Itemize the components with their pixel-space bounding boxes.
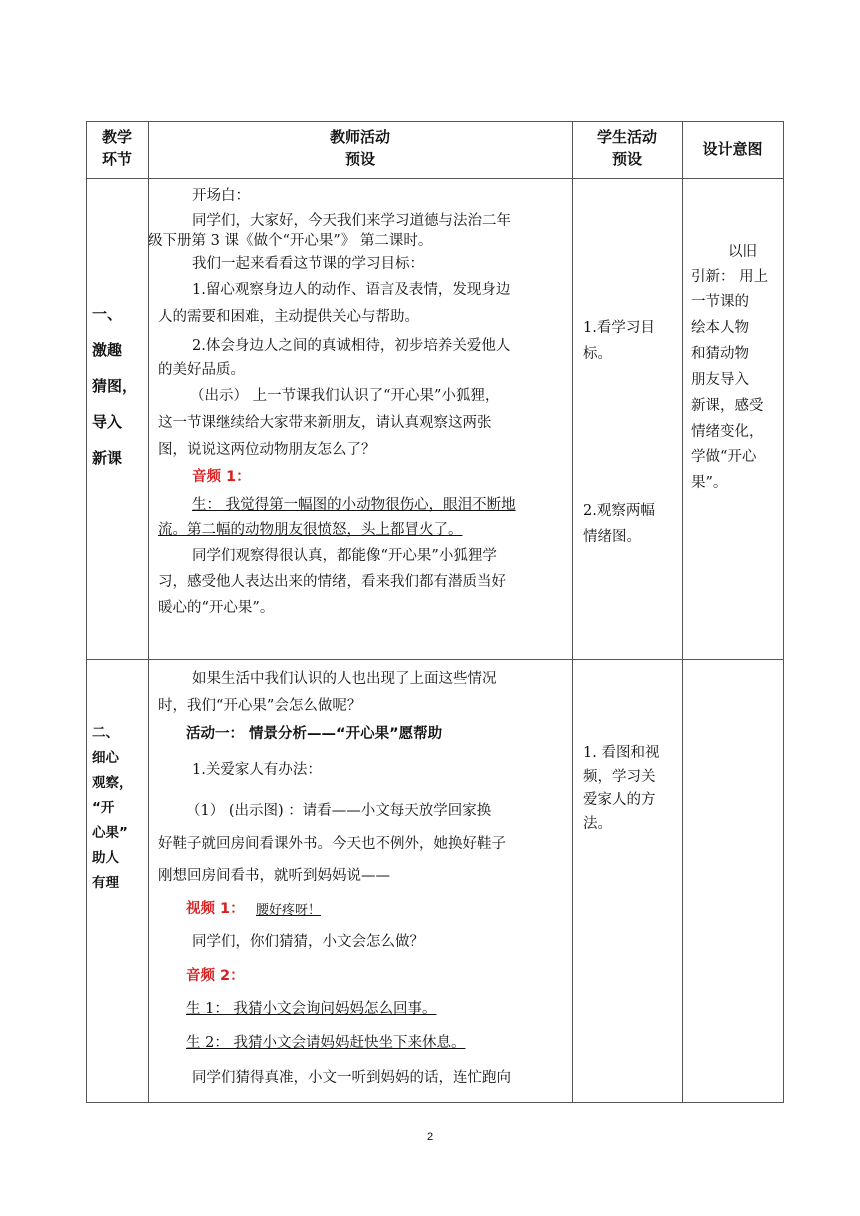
table-border-bottom: [86, 1102, 784, 1103]
stage-label-2: 二、 细心 观察， “开 心果” 助人 有理: [92, 725, 133, 891]
text-line: 级下册第 3 课《做个“开心果”》 第二课时。: [148, 233, 433, 249]
text-line: 同学们观察得很认真，都能像“开心果”小狐狸学: [192, 548, 497, 564]
text-line: 2.观察两幅: [583, 503, 655, 519]
text-line: 一节课的: [691, 294, 749, 310]
student-answer-text: 生 2： 我猜小文会请妈妈赶快坐下来休息。: [186, 1035, 466, 1051]
column-divider: [148, 121, 149, 1103]
audio-label-2: 音频 2：: [186, 968, 245, 984]
text-line: 学做“开心: [691, 449, 757, 465]
text-line: 同学们，你们猜猜，小文会怎么做？: [192, 934, 424, 950]
table-border-left: [86, 121, 87, 1103]
column-divider: [682, 121, 683, 1103]
text-line: 法。: [583, 816, 612, 832]
page-number: 2: [426, 1131, 434, 1143]
text-line: 绘本人物: [691, 320, 749, 336]
header-stage: 教学 环节: [101, 128, 132, 168]
text-line: 新课，感受: [691, 398, 764, 414]
video-label-1: 视频 1：: [186, 901, 245, 917]
lesson-table: [86, 121, 784, 1103]
text-line: 朋友导入: [691, 372, 749, 388]
text-line: 开场白：: [192, 188, 250, 204]
text-line: 习，感受他人表达出来的情绪，看来我们都有潜质当好: [158, 574, 506, 590]
text-line: 同学们，大家好，今天我们来学习道德与法治二年: [192, 213, 511, 229]
text-line: 的美好品质。: [158, 362, 245, 378]
row-divider: [86, 178, 784, 179]
activity-title: 活动一： 情景分析——“开心果”愿帮助: [186, 726, 443, 742]
video-quote: 腰好疼呀！: [256, 903, 322, 918]
text-line: 1.关爱家人有办法：: [192, 762, 322, 778]
text-line: 和猜动物: [691, 346, 749, 362]
text-line: 1. 看图和视: [583, 745, 660, 761]
text-line: 频，学习关: [583, 769, 656, 785]
text-line: 爱家人的方: [583, 792, 656, 808]
text-line: （1） (出示图) ：请看——小文每天放学回家换: [186, 803, 492, 819]
column-divider: [572, 121, 573, 1103]
text-line: 2.体会身边人之间的真诚相待，初步培养关爱他人: [192, 338, 511, 354]
table-border-top: [86, 121, 784, 122]
row-divider: [86, 659, 784, 660]
header-design-intent: 设计意图: [702, 140, 763, 158]
table-border-right: [783, 121, 784, 1103]
text-line: 标。: [583, 346, 612, 362]
text-line: 同学们猜得真准，小文一听到妈妈的话，连忙跑向: [192, 1070, 511, 1086]
student-answer-text: 流。第二幅的动物朋友很愤怒，头上都冒火了。: [158, 522, 463, 538]
text-line: （出示） 上一节课我们认识了“开心果”小狐狸，: [190, 388, 500, 404]
stage-label-1: 一、 激趣 猜图， 导入 新课: [92, 305, 138, 467]
text-line: 这一节课继续给大家带来新朋友，请认真观察这两张: [158, 415, 492, 431]
text-line: 时，我们“开心果”会怎么做呢？: [158, 698, 362, 714]
text-line: 情绪变化，: [691, 424, 764, 440]
header-student-activity: 学生活动 预设: [596, 128, 657, 168]
text-line: 1.看学习目: [583, 320, 655, 336]
student-answer-text: 生 1： 我猜小文会询问妈妈怎么回事。: [186, 1001, 437, 1017]
text-line: 以旧: [728, 244, 757, 260]
text-line: 人的需要和困难，主动提供关心与帮助。: [158, 309, 419, 325]
text-line: 1.留心观察身边人的动作、语言及表情，发现身边: [192, 282, 511, 298]
text-line: 如果生活中我们认识的人也出现了上面这些情况: [192, 671, 497, 687]
text-line: 引新： 用上: [691, 269, 769, 285]
student-answer-text: 生： 我觉得第一幅图的小动物很伤心，眼泪不断地: [192, 497, 516, 513]
text-line: 情绪图。: [583, 529, 641, 545]
audio-label-1: 音频 1：: [192, 469, 251, 485]
text-line: 图，说说这两位动物朋友怎么了？: [158, 442, 376, 458]
text-line: 我们一起来看看这节课的学习目标：: [192, 256, 424, 272]
text-line: 暖心的“开心果”。: [158, 600, 275, 616]
text-line: 刚想回房间看书，就听到妈妈说——: [158, 868, 390, 884]
text-line: 好鞋子就回房间看课外书。今天也不例外，她换好鞋子: [158, 836, 506, 852]
text-line: 果”。: [691, 475, 728, 491]
header-teacher-activity: 教师活动 预设: [329, 128, 390, 168]
